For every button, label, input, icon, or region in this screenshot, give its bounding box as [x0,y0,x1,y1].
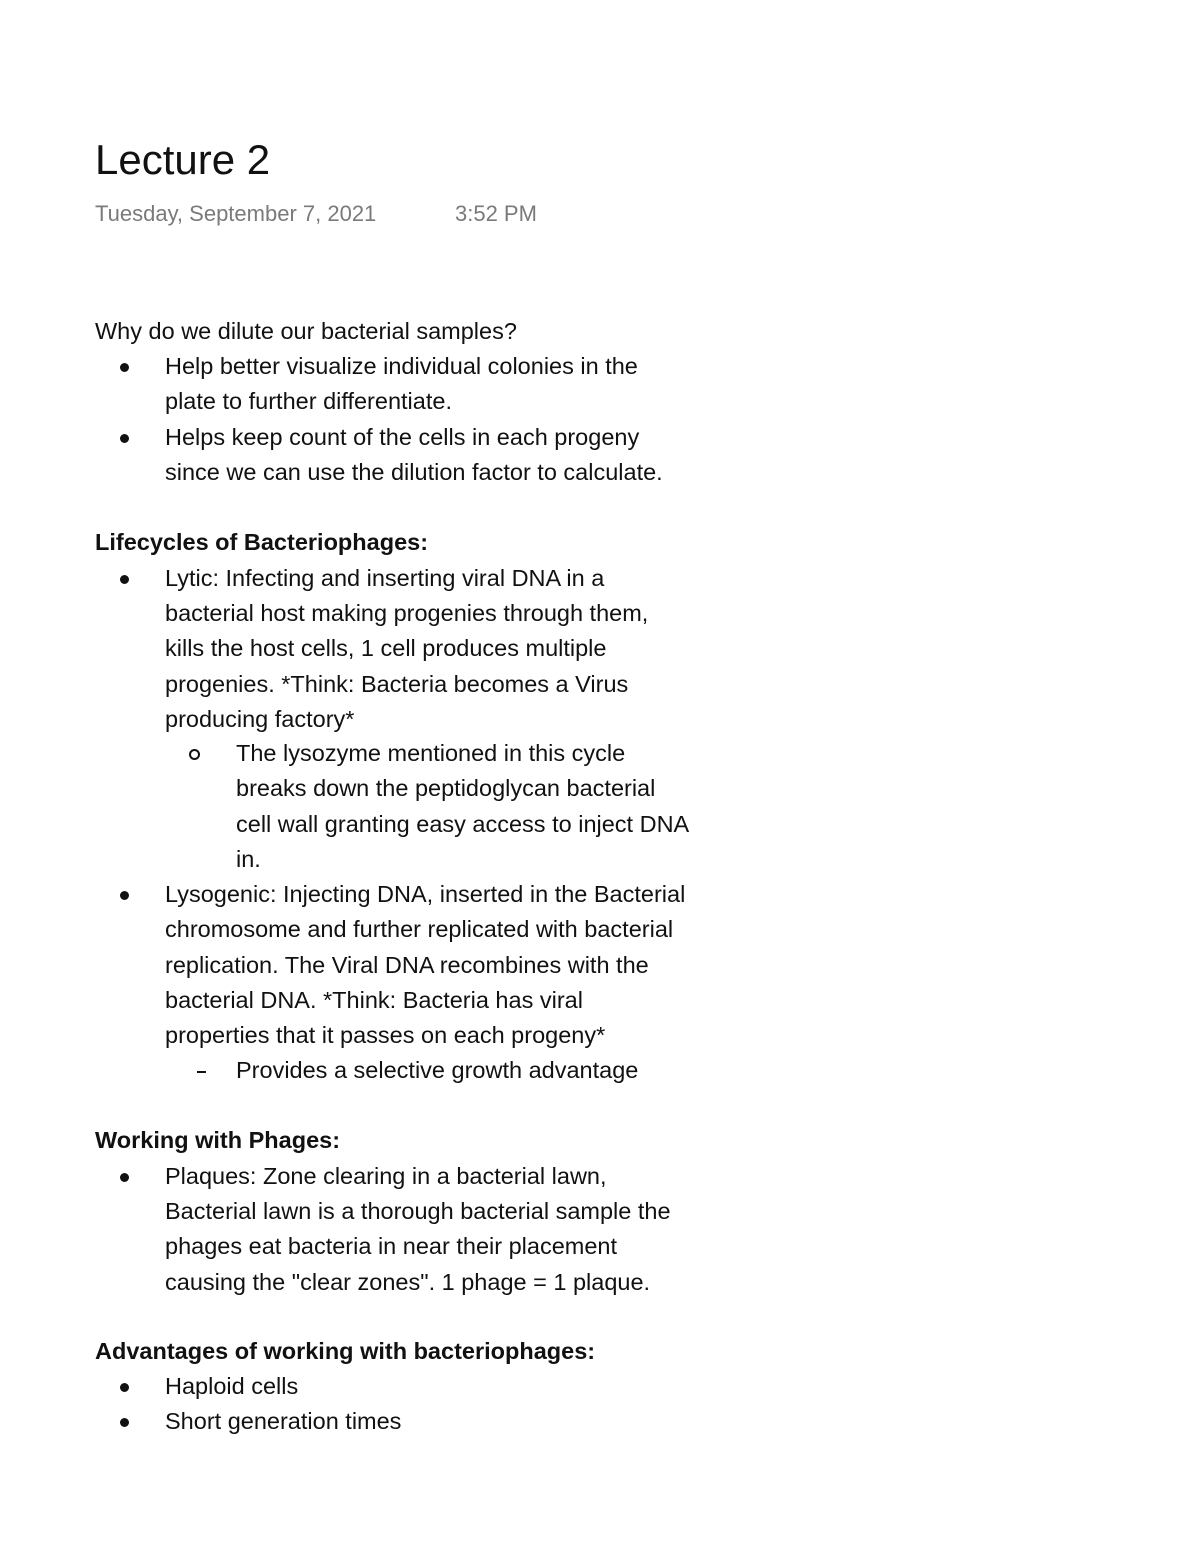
bullet-dot-icon [120,1161,129,1191]
bullet-circle-icon [189,738,200,768]
lytic-line-1: Lytic: Infecting and inserting viral DNA in a [165,565,605,591]
lysogenic-line-2: chromosome and further replicated with bacterial [165,916,674,942]
lytic-line-4: progenies. *Think: Bacteria becomes a Virus [165,671,629,697]
note-date: Tuesday, September 7, 2021 [95,201,377,226]
dilution-bullet-2-line-2: since we can use the dilution factor to calculate. [165,459,663,485]
plaques-line-2: Bacterial lawn is a thorough bacterial sample the [165,1198,671,1224]
note-time: 3:52 PM [455,201,537,226]
dilution-bullet-1-line-1: Help better visualize individual colonies in the [165,353,638,379]
lytic-sub-line-2: breaks down the peptidoglycan bacterial [236,775,656,801]
bullet-dot-icon [120,422,129,452]
bullet-dot-icon [120,1406,129,1436]
lysogenic-line-4: bacterial DNA. *Think: Bacteria has viral [165,987,583,1013]
dilution-bullet-2-line-1: Helps keep count of the cells in each progeny [165,424,640,450]
lytic-line-2: bacterial host making progenies through them, [165,600,649,626]
dilution-bullet-1-line-2: plate to further differentiate. [165,388,452,414]
lytic-line-5: producing factory* [165,706,355,732]
phages-heading: Working with Phages: [95,1127,341,1153]
bullet-dot-icon [120,879,129,909]
bullet-dot-icon [120,351,129,381]
lytic-sub-line-1: The lysozyme mentioned in this cycle [236,740,626,766]
bullet-dot-icon [120,1371,129,1401]
dilution-question: Why do we dilute our bacterial samples? [95,318,517,344]
page-title: Lecture 2 [95,136,271,183]
lytic-sub-line-4: in. [236,846,261,872]
advantages-heading: Advantages of working with bacteriophages: [95,1338,596,1364]
lysogenic-sub-line: Provides a selective growth advantage [236,1057,639,1083]
lysogenic-line-1: Lysogenic: Injecting DNA, inserted in the Bacterial [165,881,686,907]
lytic-sub-line-3: cell wall granting easy access to inject DNA [236,811,690,837]
plaques-line-4: causing the "clear zones". 1 phage = 1 plaque. [165,1269,651,1295]
advantage-item-2: Short generation times [165,1408,402,1434]
lysogenic-line-5: properties that it passes on each progeny* [165,1022,606,1048]
lifecycles-heading: Lifecycles of Bacteriophages: [95,529,429,555]
advantage-item-1: Haploid cells [165,1373,299,1399]
plaques-line-1: Plaques: Zone clearing in a bacterial lawn, [165,1163,607,1189]
plaques-line-3: phages eat bacteria in near their placement [165,1233,618,1259]
bullet-dot-icon [120,563,129,593]
lysogenic-line-3: replication. The Viral DNA recombines with the [165,952,649,978]
bullet-dash-icon [197,1055,206,1085]
lytic-line-3: kills the host cells, 1 cell produces multiple [165,635,607,661]
